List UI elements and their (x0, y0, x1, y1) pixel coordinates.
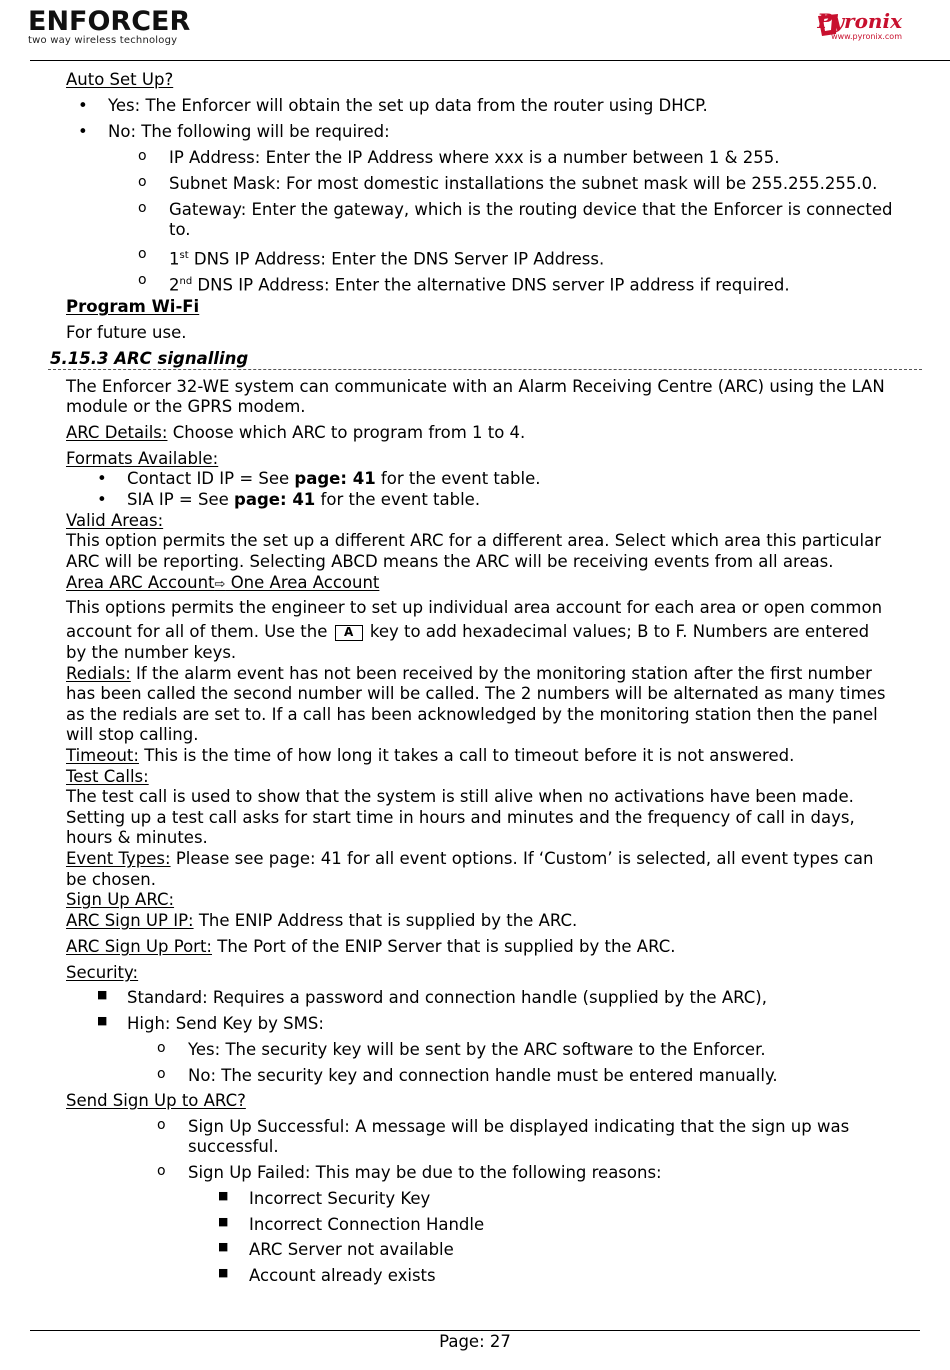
bullet-square-icon: ■ (218, 1240, 229, 1253)
auto-setup-heading: Auto Set Up? (66, 70, 174, 89)
bullet-circle-icon: o (138, 272, 147, 288)
bullet-circle-icon: o (157, 1040, 166, 1056)
pyronix-logo (817, 10, 902, 41)
redials-3: as the redials are set to. If a call has been acknowledged by the monitoring station then the panel (66, 705, 878, 724)
test-calls-1: The test call is used to show that the system is still alive when no activations have been made. (66, 787, 854, 806)
pyronix-brand-text: Pyronix (817, 9, 902, 33)
header-rule (30, 60, 950, 61)
formats-heading: Formats Available: (66, 449, 219, 468)
format-sia-suffix: for the event table. (315, 490, 481, 509)
valid-areas-1: This option permits the set up a different ARC for a different area. Select which area this particular (66, 531, 881, 550)
bullet-circle-icon: o (157, 1117, 166, 1133)
bullet-circle-icon: o (138, 174, 147, 190)
send-failed: Sign Up Failed: This may be due to the following reasons: (188, 1163, 662, 1182)
valid-areas-heading: Valid Areas: (66, 511, 164, 530)
dns1-text (169, 246, 604, 270)
fail-reason-4: Account already exists (249, 1266, 436, 1285)
area-text-2a: account for all of them. Use the (66, 622, 328, 641)
enforcer-tagline: two way wireless technology (28, 35, 178, 46)
security-yes: Yes: The security key will be sent by the ARC software to the Enforcer. (188, 1040, 766, 1059)
security-high: High: Send Key by SMS: (127, 1014, 324, 1033)
arrow-right-icon: ⇨ (214, 577, 226, 592)
bullet-square-icon: ■ (97, 1014, 108, 1027)
bullet-dot-icon: • (97, 469, 107, 488)
valid-areas-2: ARC will be reporting. Selecting ABCD means the ARC will be receiving events from all areas. (66, 552, 834, 571)
sign-up-heading: Sign Up ARC: (66, 890, 175, 909)
wifi-text: For future use. (66, 323, 187, 342)
area-arc-heading (66, 573, 379, 595)
format-contact-id (127, 469, 540, 489)
dns1-superscript: st (179, 250, 189, 261)
sign-up-port-text: The Port of the ENIP Server that is supplied by the ARC. (212, 937, 676, 956)
timeout-label: Timeout: (66, 746, 139, 765)
send-success-2: successful. (188, 1137, 279, 1156)
bullet-circle-icon: o (138, 148, 147, 164)
bullet-circle-icon: o (157, 1163, 166, 1179)
format-contact-id-text: Contact ID IP = See (127, 469, 295, 488)
bullet-dot-icon: • (78, 96, 88, 115)
event-types-2: be chosen. (66, 870, 156, 889)
sign-up-ip (66, 911, 577, 931)
arc-details-label: ARC Details: (66, 423, 168, 442)
ip-address-text: IP Address: Enter the IP Address where xxx is a number between 1 & 255. (169, 148, 780, 167)
pyronix-url: www.pyronix.com (831, 32, 902, 41)
sign-up-ip-label: ARC Sign UP IP: (66, 911, 194, 930)
dns2-text (169, 272, 790, 296)
security-heading: Security: (66, 963, 139, 982)
section-rule (48, 369, 922, 370)
redials-text-1: If the alarm event has not been received by the monitoring station after the first number (130, 664, 872, 683)
gateway-text-2: to. (169, 220, 191, 239)
area-text-2 (66, 622, 869, 642)
test-calls-2: Setting up a test call asks for start time in hours and minutes and the frequency of call in days, (66, 808, 855, 827)
page-header (0, 0, 950, 62)
sign-up-port (66, 937, 676, 957)
bullet-circle-icon: o (138, 246, 147, 262)
footer-rule (30, 1330, 920, 1331)
format-contact-id-page: page: 41 (294, 469, 376, 488)
bullet-dot-icon: • (97, 490, 107, 509)
dns1-number: 1 (169, 249, 180, 269)
security-no: No: The security key and connection handle must be entered manually. (188, 1066, 778, 1085)
format-sia-page: page: 41 (234, 490, 316, 509)
dns1-rest: DNS IP Address: Enter the DNS Server IP Address. (188, 249, 605, 269)
event-types-text: Please see page: 41 for all event options. If ‘Custom’ is selected, all event types can (170, 849, 874, 868)
bullet-square-icon: ■ (218, 1215, 229, 1228)
send-sign-up-heading: Send Sign Up to ARC? (66, 1091, 246, 1110)
section-heading: 5.15.3 ARC signalling (50, 349, 249, 368)
keypad-a-key-icon: A (335, 625, 363, 641)
timeout-text: This is the time of how long it takes a call to timeout before it is not answered. (138, 746, 795, 765)
enforcer-logo (28, 8, 190, 46)
sign-up-port-label: ARC Sign Up Port: (66, 937, 212, 956)
bullet-square-icon: ■ (218, 1189, 229, 1202)
fail-reason-2: Incorrect Connection Handle (249, 1215, 485, 1234)
timeout (66, 746, 794, 766)
security-standard: Standard: Requires a password and connection handle (supplied by the ARC), (127, 988, 767, 1007)
page-number: Page: 27 (439, 1332, 511, 1351)
arc-intro-1: The Enforcer 32-WE system can communicate with an Alarm Receiving Centre (ARC) using the LAN (66, 377, 885, 396)
enforcer-brand-text: ENFORCER (28, 6, 191, 37)
auto-no-text: No: The following will be required: (108, 122, 390, 141)
dns2-number: 2 (169, 275, 180, 295)
redials-2: has been called the second number will be called. The 2 numbers will be alternated as many times (66, 684, 886, 703)
arc-intro-2: module or the GPRS modem. (66, 397, 306, 416)
gateway-text-1: Gateway: Enter the gateway, which is the routing device that the Enforcer is connected (169, 200, 893, 219)
fail-reason-1: Incorrect Security Key (249, 1189, 431, 1208)
bullet-circle-icon: o (138, 200, 147, 216)
bullet-dot-icon: • (78, 122, 88, 141)
area-arc-value: One Area Account (225, 573, 380, 592)
redials-label: Redials: (66, 664, 131, 683)
subnet-text: Subnet Mask: For most domestic installations the subnet mask will be 255.255.255.0. (169, 174, 878, 193)
fail-reason-3: ARC Server not available (249, 1240, 454, 1259)
bullet-circle-icon: o (157, 1066, 166, 1082)
area-arc-label: Area ARC Account (66, 573, 215, 592)
auto-yes-text: Yes: The Enforcer will obtain the set up data from the router using DHCP. (108, 96, 708, 115)
format-sia-text: SIA IP = See (127, 490, 235, 509)
test-calls-heading: Test Calls: (66, 767, 149, 786)
dns2-rest: DNS IP Address: Enter the alternative DNS server IP address if required. (192, 275, 790, 295)
bullet-square-icon: ■ (97, 988, 108, 1001)
arc-details (66, 423, 525, 443)
sign-up-ip-text: The ENIP Address that is supplied by the ARC. (193, 911, 578, 930)
format-sia (127, 490, 480, 510)
area-text-2b: key to add hexadecimal values; B to F. Numbers are entered (364, 622, 870, 641)
area-text-1: This options permits the engineer to set up individual area account for each area or open common (66, 598, 883, 617)
dns2-superscript: nd (179, 276, 193, 287)
redials-4: will stop calling. (66, 725, 199, 744)
send-success-1: Sign Up Successful: A message will be displayed indicating that the sign up was (188, 1117, 850, 1136)
event-types-label: Event Types: (66, 849, 171, 868)
bullet-square-icon: ■ (218, 1266, 229, 1279)
wifi-heading: Program Wi-Fi (66, 297, 200, 316)
event-types-1 (66, 849, 874, 869)
format-contact-id-suffix: for the event table. (375, 469, 541, 488)
test-calls-3: hours & minutes. (66, 828, 208, 847)
area-text-3: by the number keys. (66, 643, 237, 662)
arc-details-text: Choose which ARC to program from 1 to 4. (167, 423, 526, 442)
redials-1 (66, 664, 872, 684)
